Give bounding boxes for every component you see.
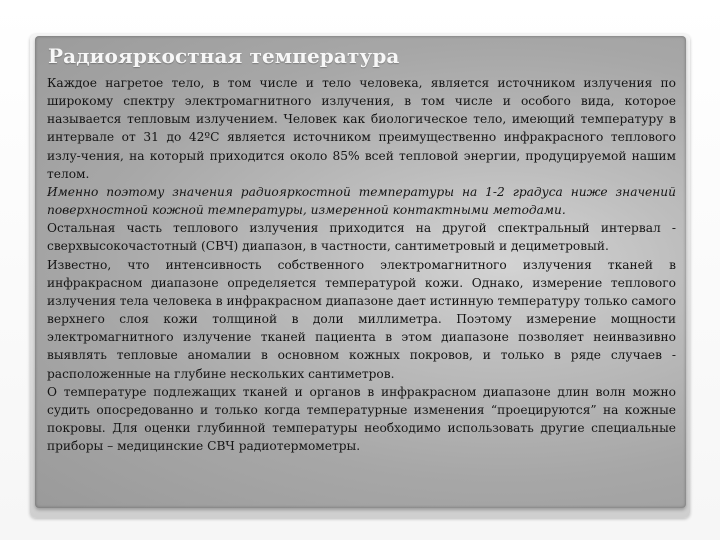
paragraph-3: Остальная часть теплового излучения приходится на другой спектральный интервал - сверхвысокочастотный (СВЧ) диапазон, в частности, сантиметровый и дециметровый.: [47, 221, 676, 254]
paragraph-5: О температуре подлежащих тканей и органов в инфракрасном диапазоне длин волн можно судить опосредованно и только когда температурные изменения “проецируются” на кожные покровы. Для оценки глубинной температуры необходимо использовать другие специальные приборы – медицинские СВЧ радиотермометры.: [47, 384, 676, 454]
slide-body: [47, 74, 676, 455]
paragraph-4: Известно, что интенсивность собственного электромагнитного излучения тканей в инфракрасном диапазоне определяется температурой кожи. Однако, измерение теплового излучения тела человека в инфракрасном диапазоне дает истинную температуру только самого верхнего слоя кожи толщиной в доли миллиметра. Поэтому измерение мощности электромагнитного излучение тканей пациента в этом диапазоне позволяет неинвазивно выявлять тепловые аномалии в основном кожных покровов, и только в ряде случаев - расположенные на глубине нескольких сантиметров.: [47, 257, 677, 381]
paragraph-2-italic: Именно поэтому значения радиояркостной температуры на 1-2 градуса ниже значений поверхностной кожной температуры, измеренной контактными методами.: [47, 184, 676, 218]
paragraph-1: Каждое нагретое тело, в том числе и тело человека, является источником излучения по широкому спектру электромагнитного излучения, в том числе и особого вида, которое называется тепловым излучением. Человек как биологическое тело, имеющий температуру в интервале от 31 до 42ºС является источником преимущественно инфракрасного теплового излу-чения, на который приходится около 85% всей тепловой энергии, продуцируемой нашим телом.: [47, 76, 676, 181]
slide-title: Радиояркостная температура: [48, 44, 400, 68]
